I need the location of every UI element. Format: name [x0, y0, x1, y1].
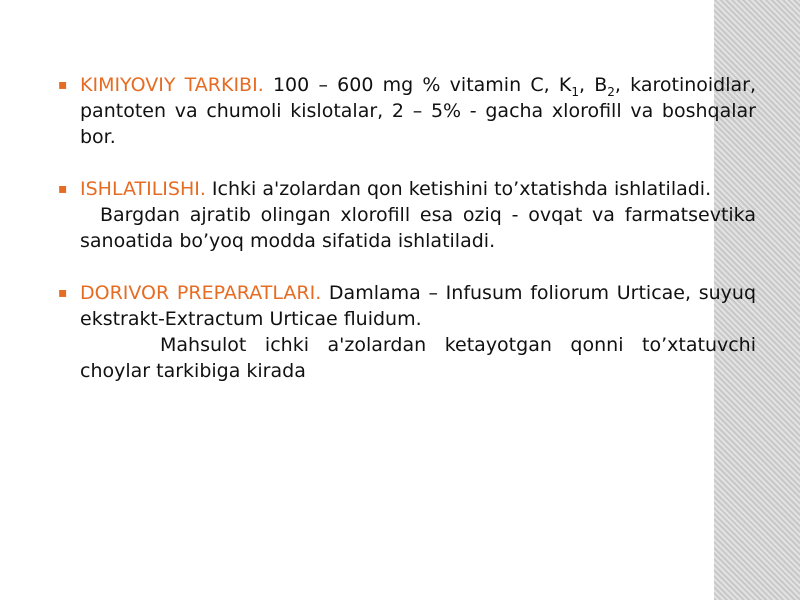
bullet-item-preparations	[58, 280, 756, 332]
item-text: Ichki a'zolardan qon ketishini to’xtatishda ishlatiladi.	[205, 178, 712, 200]
bullet-icon: ▪	[58, 77, 68, 93]
item-label: ISHLATILISHI.	[80, 178, 206, 200]
bullet-item-composition	[58, 72, 756, 150]
subscript: 2	[607, 84, 615, 99]
bullet-icon: ▪	[58, 181, 68, 197]
subscript: 1	[571, 84, 579, 99]
item-label: DORIVOR PREPARATLARI.	[80, 282, 322, 304]
item-label: KIMIYOVIY TARKIBI.	[80, 74, 264, 96]
bullet-item-usage	[58, 176, 756, 202]
slide-content	[58, 72, 756, 384]
item-text: 100 – 600 mg % vitamin C, K	[263, 74, 572, 96]
item-text: , karotinoidlar, pantoten va chumoli kislotalar, 2 – 5% - gacha xlorofill va boshqalar bor.	[80, 74, 756, 148]
item-paragraph: Bargdan ajratib olingan xlorofill esa oziq - ovqat va farmatsevtika sanoatida bo’yoq modda sifatida ishlatiladi.	[80, 204, 756, 252]
item-paragraph: Mahsulot ichki a'zolardan ketayotgan qonni to’xtatuvchi choylar tarkibiga kirada	[80, 334, 756, 382]
bullet-icon: ▪	[58, 285, 68, 301]
item-text: , B	[578, 74, 608, 96]
item-text: Damlama – Infusum foliorum Urticae, suyuq ekstrakt-Extractum Urticae fluidum.	[80, 282, 756, 330]
spacer	[58, 254, 756, 280]
spacer	[58, 150, 756, 176]
